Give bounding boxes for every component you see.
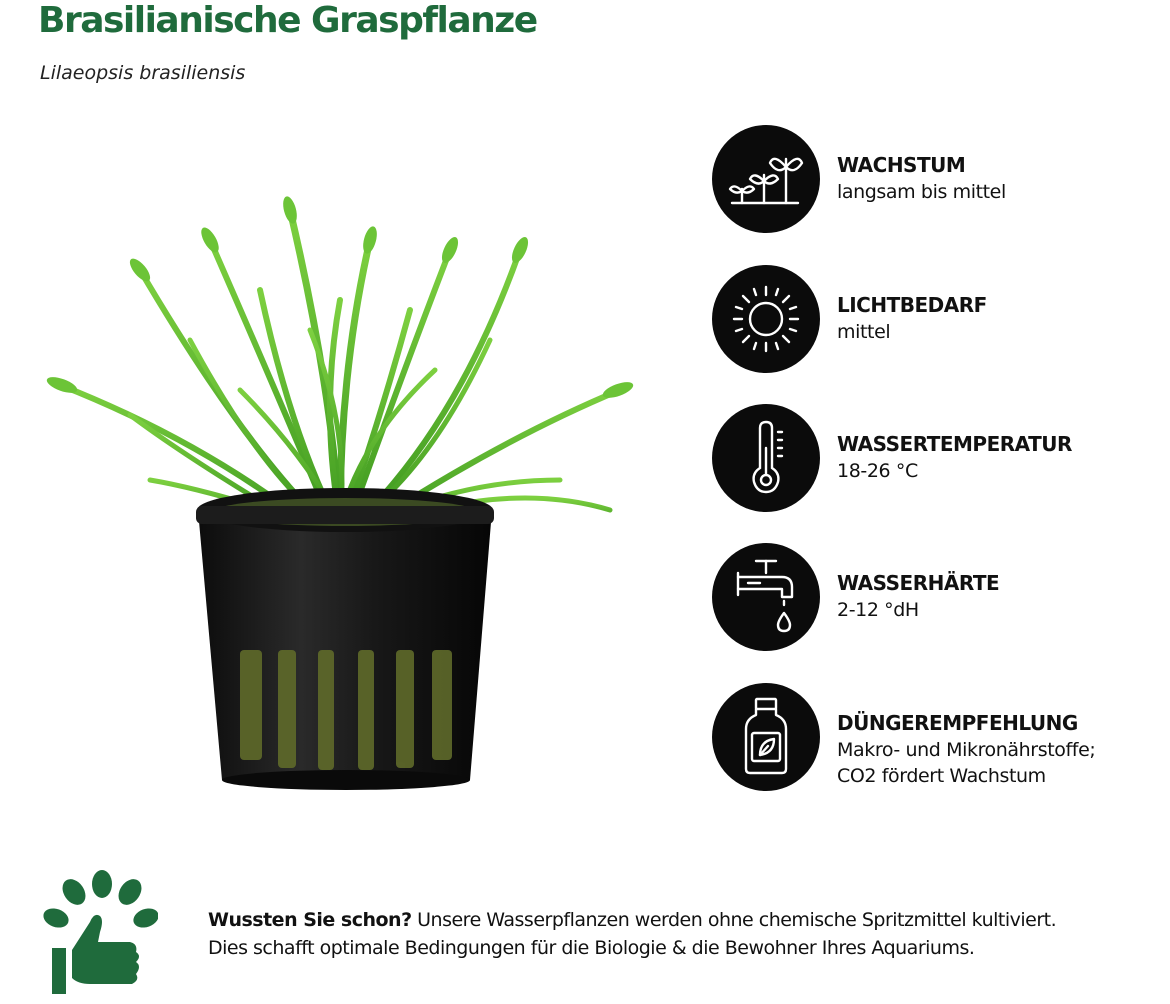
faucet-drop-icon [712, 543, 820, 651]
product-latin-name: Lilaeopsis brasiliensis [40, 62, 246, 84]
spec-value: 2-12 °dH [837, 599, 919, 621]
spec-water-hardness [710, 543, 1150, 653]
plant-growth-icon [712, 125, 820, 233]
fact-line1: Unsere Wasserpflanzen werden ohne chemische Spritzmittel kultiviert. [411, 909, 1057, 931]
spec-label: DÜNGEREMPFEHLUNG [837, 711, 1078, 735]
spec-value-line2: CO2 fördert Wachstum [837, 765, 1046, 787]
fertilizer-bottle-icon [712, 683, 820, 791]
spec-light [710, 265, 1150, 375]
product-title: Brasilianische Graspflanze [38, 0, 537, 41]
spec-value [837, 737, 1095, 789]
thermometer-icon [712, 404, 820, 512]
spec-water-temperature [710, 404, 1150, 514]
spec-label: LICHTBEDARF [837, 293, 987, 317]
spec-value: 18-26 °C [837, 460, 918, 482]
fact-line2: Dies schafft optimale Bedingungen für die Biologie & die Bewohner Ihres Aquariums. [208, 937, 975, 959]
spec-label: WASSERTEMPERATUR [837, 432, 1072, 456]
spec-value: langsam bis mittel [837, 181, 1006, 203]
spec-value-line1: Makro- und Mikronährstoffe; [837, 739, 1096, 761]
plant-pot-image [40, 180, 640, 800]
sun-icon [712, 265, 820, 373]
spec-growth [710, 125, 1150, 235]
spec-label: WACHSTUM [837, 153, 966, 177]
fact-text [208, 906, 1056, 962]
spec-value: mittel [837, 321, 891, 343]
thumbs-up-leaf-icon [38, 866, 158, 996]
fact-lead: Wussten Sie schon? [208, 909, 412, 931]
spec-fertilizer [710, 683, 1150, 793]
spec-label: WASSERHÄRTE [837, 571, 1000, 595]
